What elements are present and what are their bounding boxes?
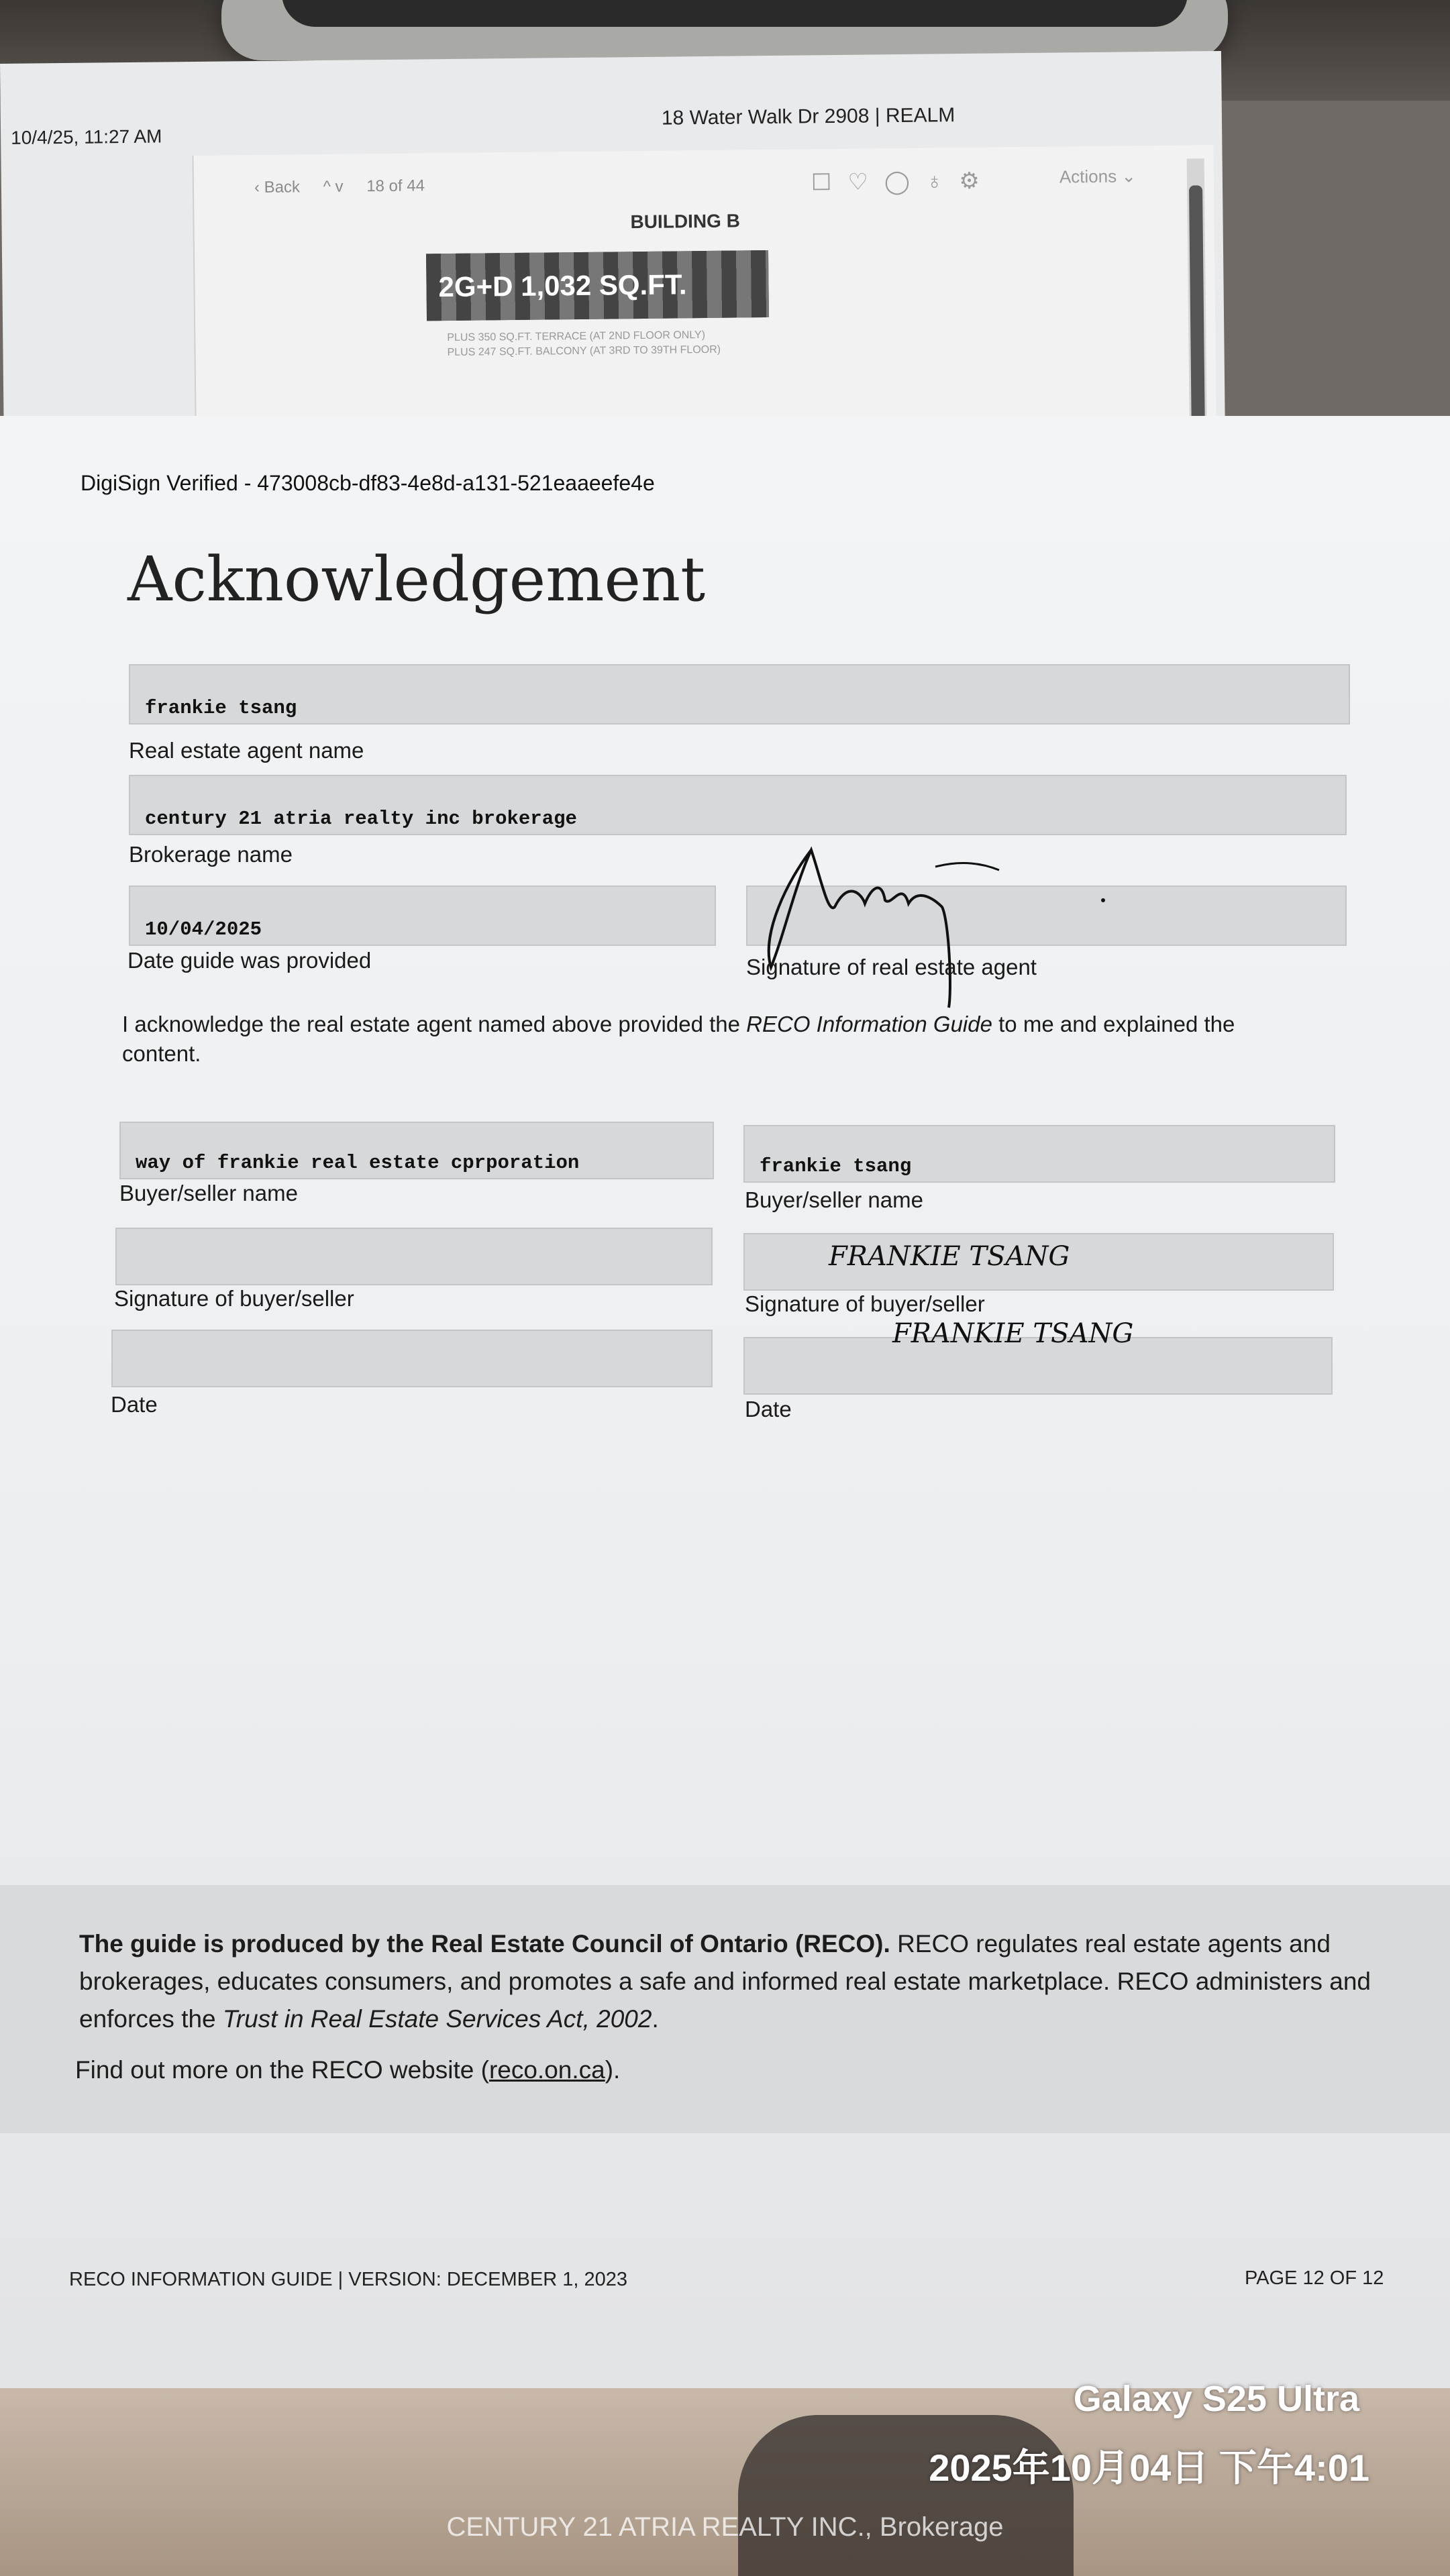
digisign-verified: DigiSign Verified - 473008cb-df83-4e8d-a131-521eaaeefe4e bbox=[81, 471, 655, 495]
page-counter: 18 of 44 bbox=[366, 176, 425, 196]
acknowledgement-page bbox=[0, 416, 1450, 2415]
agent-name-field[interactable] bbox=[129, 664, 1350, 724]
reco-website-pre: Find out more on the RECO website ( bbox=[75, 2056, 489, 2084]
actions-menu: Actions ⌄ bbox=[1059, 166, 1137, 187]
buyer-date-field-1[interactable] bbox=[111, 1330, 713, 1387]
unit-extras bbox=[447, 328, 721, 360]
nav-arrows-icon: ^ v bbox=[323, 177, 344, 196]
agent-name-value: frankie tsang bbox=[145, 697, 297, 719]
date-provided-label: Date guide was provided bbox=[127, 948, 372, 973]
balcony-note: PLUS 247 SQ.FT. BALCONY (AT 3RD TO 39TH FLOOR) bbox=[447, 343, 721, 359]
brokerage-field[interactable] bbox=[129, 775, 1347, 835]
ack-text-start: I acknowledge the real estate agent named above provided the bbox=[122, 1012, 747, 1036]
buyer-signature-label-1: Signature of buyer/seller bbox=[114, 1286, 354, 1311]
guide-version: RECO INFORMATION GUIDE | VERSION: DECEMBER 1, 2023 bbox=[69, 2269, 628, 2290]
listing-nav bbox=[254, 176, 444, 197]
reco-guide-title: RECO Information Guide bbox=[746, 1012, 992, 1036]
print-timestamp: 10/4/25, 11:27 AM bbox=[10, 125, 162, 148]
laptop-screen-edge bbox=[282, 0, 1188, 27]
checkbox-icon: ☐ bbox=[811, 169, 848, 196]
unit-sqft-banner: 2G+D 1,032 SQ.FT. bbox=[426, 250, 769, 321]
brokerage-watermark: CENTURY 21 ATRIA REALTY INC., Brokerage bbox=[446, 2512, 1004, 2542]
buyer-date-label-2: Date bbox=[745, 1397, 792, 1421]
reco-website-line bbox=[75, 2056, 620, 2084]
buyer-name-field-2[interactable] bbox=[743, 1125, 1335, 1183]
page-title: Acknowledgement bbox=[127, 543, 706, 615]
camera-device-watermark: Galaxy S25 Ultra bbox=[1073, 2379, 1359, 2419]
building-label: BUILDING B bbox=[630, 210, 741, 233]
acknowledgement-text bbox=[122, 1010, 1276, 1069]
reco-description-bold: The guide is produced by the Real Estate Council of Ontario (RECO). bbox=[79, 1930, 890, 1957]
camera-datetime-watermark: 2025年10月04日 下午4:01 bbox=[929, 2447, 1369, 2489]
brokerage-value: century 21 atria realty inc brokerage bbox=[145, 808, 577, 830]
agent-signature-label: Signature of real estate agent bbox=[746, 955, 1037, 979]
buyer-date-label-1: Date bbox=[111, 1392, 158, 1417]
gear-icon: ⚙ bbox=[959, 168, 996, 195]
buyer-date-signature: FRANKIE TSANG bbox=[892, 1318, 1134, 1349]
brokerage-label: Brokerage name bbox=[129, 842, 293, 867]
buyer-name-label-1: Buyer/seller name bbox=[119, 1181, 298, 1205]
print-page-title: 18 Water Walk Dr 2908 | REALM bbox=[661, 104, 955, 129]
scrollbar-thumb bbox=[1189, 185, 1205, 453]
reco-description-end: . bbox=[652, 2005, 659, 2033]
buyer-signature-field-1[interactable] bbox=[115, 1228, 713, 1285]
bulb-icon: ♁ bbox=[925, 168, 960, 195]
back-link: ‹ Back bbox=[254, 178, 301, 197]
agent-signature-field[interactable] bbox=[746, 885, 1347, 946]
buyer-name-field-1[interactable] bbox=[119, 1122, 714, 1179]
act-title: Trust in Real Estate Services Act, 2002 bbox=[222, 2005, 652, 2033]
comment-icon: ◯ bbox=[884, 168, 927, 195]
buyer-signature-field-2[interactable] bbox=[743, 1233, 1334, 1291]
toolbar-icons bbox=[811, 167, 996, 196]
agent-signature-drawing bbox=[747, 840, 1070, 1008]
buyer-name-value-2: frankie tsang bbox=[760, 1155, 912, 1177]
buyer-name-value-1: way of frankie real estate cprporation bbox=[136, 1152, 580, 1174]
date-provided-field[interactable] bbox=[129, 885, 716, 946]
buyer-date-field-2[interactable] bbox=[743, 1318, 1333, 1395]
buyer-name-label-2: Buyer/seller name bbox=[745, 1187, 923, 1212]
buyer-signature-label-2: Signature of buyer/seller bbox=[745, 1291, 985, 1316]
reco-description bbox=[79, 1925, 1381, 2038]
buyer-signature-2: FRANKIE TSANG bbox=[829, 1241, 1070, 1272]
heart-icon: ♡ bbox=[847, 169, 885, 195]
page-number: PAGE 12 OF 12 bbox=[1245, 2267, 1384, 2289]
agent-name-label: Real estate agent name bbox=[129, 738, 364, 763]
date-provided-value: 10/04/2025 bbox=[145, 918, 262, 941]
reco-website-link[interactable]: reco.on.ca bbox=[488, 2056, 605, 2084]
ack-text-end: to me and explained the content. bbox=[122, 1012, 1235, 1066]
terrace-note: PLUS 350 SQ.FT. TERRACE (AT 2ND FLOOR ONLY) bbox=[447, 329, 706, 344]
reco-website-post: ). bbox=[605, 2056, 621, 2084]
reco-description-text: RECO regulates real estate agents and brokerages, educates consumers, and promotes a safe and informed real estate marketplace. RECO administers and enforces the bbox=[79, 1930, 1371, 2033]
